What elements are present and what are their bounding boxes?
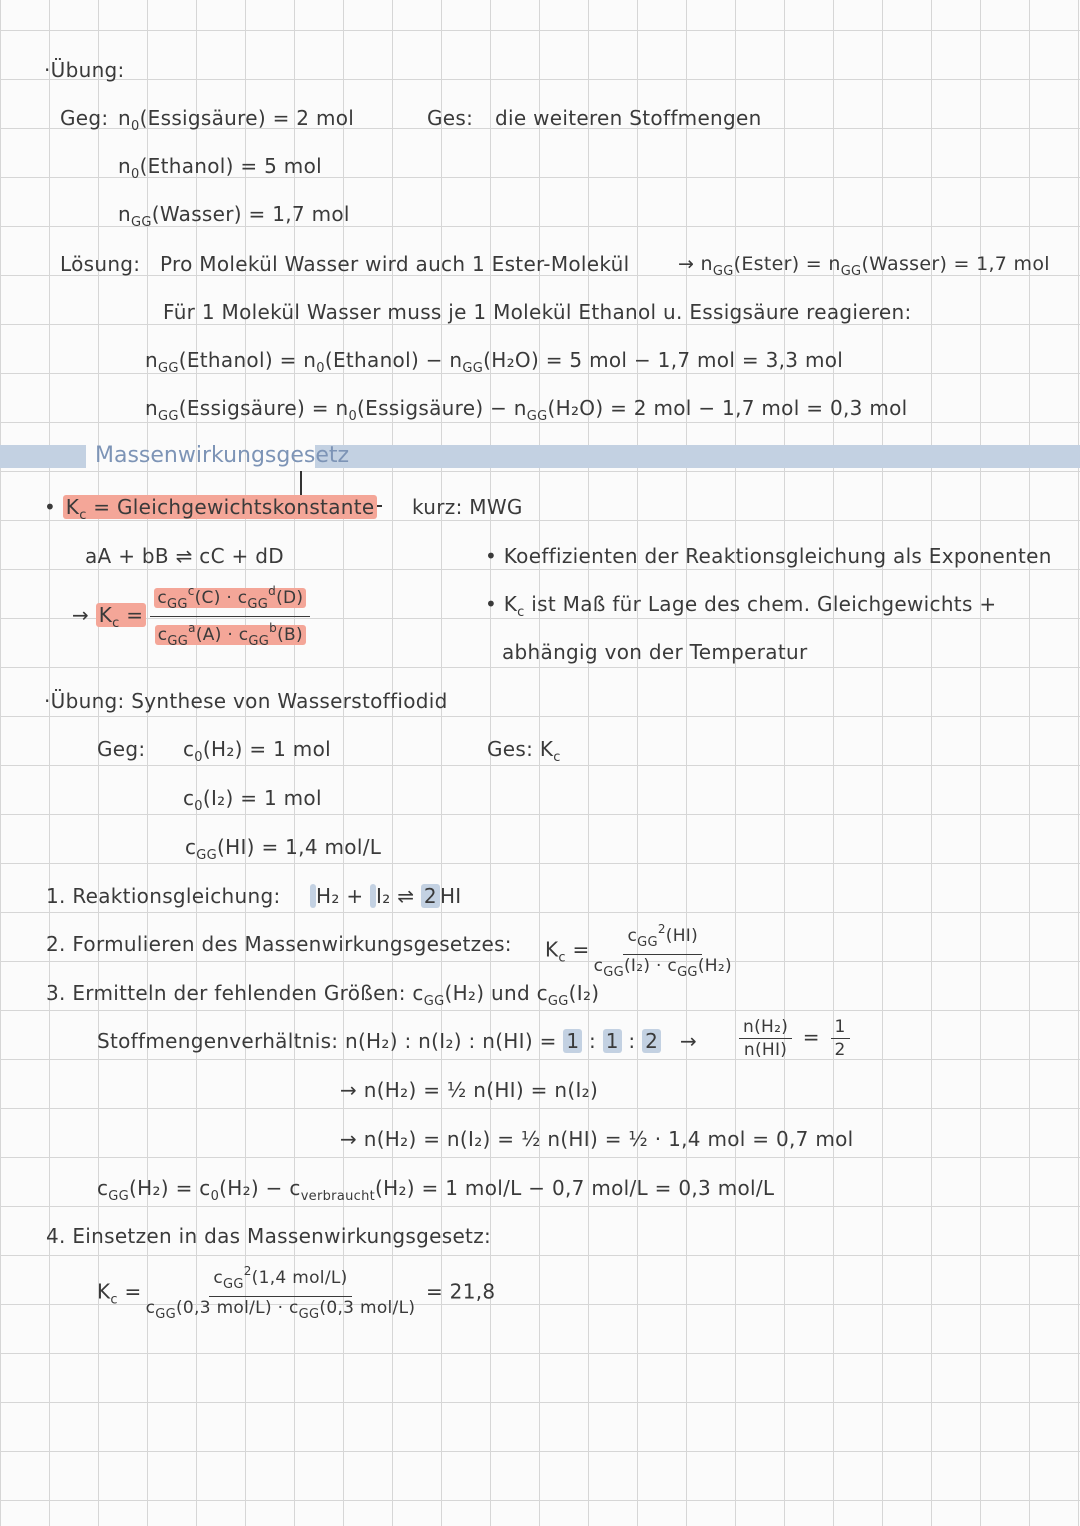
text-segment: (H₂O) = 2 mol − 1,7 mol = 0,3 mol — [547, 396, 908, 420]
subscript: 0 — [194, 799, 203, 814]
text-segment: → n(H₂) = n(I₂) = ½ n(HI) = ½ · 1,4 mol = 0,7 mol — [340, 1127, 854, 1151]
given-label — [60, 104, 108, 132]
text-segment: K — [97, 1279, 111, 1304]
text-segment: = — [119, 603, 144, 627]
text-segment: = — [796, 1025, 827, 1049]
highlight-blue — [421, 884, 440, 908]
text-segment: aA + bB ⇌ cC + dD — [85, 544, 284, 568]
abbreviation-mwg — [412, 493, 523, 521]
text-segment: → n — [678, 253, 713, 275]
text-segment: (H₂) — [697, 956, 732, 976]
subscript: GG — [637, 935, 658, 950]
note-temperature — [502, 638, 807, 666]
text-segment: (1,4 mol/L) — [251, 1268, 348, 1288]
subscript: 0 — [130, 119, 140, 134]
step-3 — [46, 979, 599, 1016]
text-segment: (I₂) · c — [624, 956, 678, 976]
kc-definition — [44, 493, 377, 530]
solution-text-2 — [163, 298, 912, 326]
given-label-2 — [97, 735, 145, 763]
subscript: GG — [247, 597, 269, 612]
arrow — [680, 1027, 697, 1055]
text-segment: kurz: MWG — [412, 495, 523, 519]
text-segment: = 21,8 — [419, 1279, 496, 1304]
subscript: c — [79, 508, 87, 523]
text-segment: = — [117, 1279, 142, 1304]
text-segment: (HI) — [665, 926, 699, 946]
denominator — [594, 955, 732, 984]
text-segment: (H₂) = 1 mol — [202, 737, 331, 761]
text-segment: (Wasser) = 1,7 mol — [151, 202, 350, 226]
superscript: c — [187, 584, 195, 598]
text-segment: (H₂O) = 5 mol − 1,7 mol = 3,3 mol — [483, 348, 844, 372]
text-segment: 1 — [834, 1017, 846, 1037]
numerator — [623, 918, 702, 955]
text-segment: (Essigsäure) = n — [178, 396, 349, 420]
note-kc-measure — [485, 590, 996, 627]
numerator — [209, 1260, 351, 1297]
subscript: GG — [423, 994, 445, 1009]
subscript: GG — [840, 264, 862, 279]
text-segment: 3. Ermitteln der fehlenden Größen: c — [46, 981, 424, 1005]
given-ethanol — [118, 152, 322, 189]
text-segment: (Ethanol) = 5 mol — [139, 154, 322, 178]
text-segment: c — [593, 956, 604, 976]
superscript: 2 — [657, 922, 666, 936]
subscript: GG — [166, 597, 188, 612]
kc-result — [97, 1260, 495, 1326]
highlight-blue — [603, 1029, 622, 1053]
highlight-red — [96, 603, 147, 631]
text-segment: n — [118, 154, 131, 178]
solution-label — [60, 250, 140, 278]
text-segment: c — [213, 1268, 223, 1288]
text-segment: (Wasser) = 1,7 mol — [861, 253, 1050, 275]
step-4 — [46, 1222, 491, 1250]
text-segment: (Essigsäure) = 2 mol — [139, 106, 355, 130]
text-segment: n — [145, 348, 158, 372]
highlight-red — [155, 621, 306, 649]
text-segment: H₂ + — [316, 884, 371, 908]
highlight-red — [154, 584, 306, 612]
text-segment: → n(H₂) = ½ n(HI) = n(I₂) — [340, 1078, 599, 1102]
text-segment: c — [145, 1298, 156, 1318]
subscript: GG — [222, 1277, 244, 1292]
subscript: 0 — [210, 1189, 220, 1204]
text-segment: c — [157, 625, 168, 645]
text-segment: K — [65, 495, 80, 519]
fraction — [739, 1016, 792, 1061]
fraction — [150, 580, 310, 653]
text-segment: (I₂) — [568, 981, 600, 1005]
subscript: GG — [167, 634, 189, 649]
text-segment: n — [118, 106, 131, 130]
denominator — [835, 1039, 846, 1061]
text-segment: → — [680, 1029, 698, 1053]
superscript: b — [269, 621, 278, 635]
highlight-blue — [563, 1029, 582, 1053]
given-hi — [185, 833, 381, 870]
text-segment: 2. Formulieren des Massenwirkungsgesetzes: — [46, 932, 512, 956]
text-segment: Ges: K — [487, 737, 554, 761]
subscript: GG — [712, 264, 734, 279]
text-segment: I₂ ⇌ — [376, 884, 421, 908]
text-segment: c — [183, 786, 195, 810]
text-segment: (Ethanol) − n — [324, 348, 463, 372]
text-segment: Pro Molekül Wasser wird auch 1 Ester-Molekül — [160, 252, 630, 276]
text-segment: K — [545, 937, 559, 962]
numerator — [739, 1016, 792, 1039]
text-segment: ist Maß für Lage des chem. Gleichgewichts + — [524, 592, 997, 616]
subscript: GG — [603, 965, 624, 980]
text-segment: • — [44, 495, 63, 519]
superscript: d — [268, 584, 277, 598]
text-segment: (A) · c — [195, 625, 249, 645]
subscript: GG — [196, 848, 218, 863]
subscript: GG — [298, 1307, 320, 1322]
text-segment: → — [72, 603, 96, 627]
text-segment: (H₂) und c — [444, 981, 548, 1005]
text-segment: die weiteren Stoffmengen — [495, 106, 762, 130]
given-i2 — [183, 784, 322, 821]
subscript: 0 — [130, 167, 140, 182]
subscript: c — [112, 616, 120, 631]
exercise-label — [44, 56, 125, 84]
text-segment: 1 — [566, 1029, 580, 1053]
denominator — [155, 617, 306, 653]
subscript: GG — [248, 634, 270, 649]
text-segment: Stoffmengenverhältnis: n(H₂) : n(I₂) : n(HI) = — [97, 1029, 564, 1053]
text-segment: Für 1 Molekül Wasser muss je 1 Molekül Ethanol u. Essigsäure reagieren: — [163, 300, 912, 324]
subscript: c — [110, 1292, 118, 1308]
subscript: GG — [462, 361, 484, 376]
subscript: verbraucht — [300, 1189, 376, 1204]
highlight-blue — [642, 1029, 661, 1053]
ester-result — [678, 250, 1050, 286]
text-segment: 1. Reaktionsgleichung: — [46, 884, 281, 908]
text-segment: = Gleichgewichtskonstante — [86, 495, 375, 519]
text-segment: Ges: — [427, 106, 474, 130]
subscript: 0 — [194, 750, 203, 765]
reaction-equation — [310, 882, 462, 910]
subscript: GG — [155, 1307, 176, 1322]
text-segment: n(HI) — [743, 1040, 788, 1060]
superscript: a — [188, 621, 196, 635]
section-band-left — [0, 445, 86, 468]
subscript: GG — [157, 361, 179, 376]
note-coefficients — [485, 542, 1052, 570]
text-segment: (H₂) − c — [219, 1176, 301, 1200]
fraction — [831, 1016, 850, 1061]
text-segment: (Ester) = n — [733, 253, 841, 275]
text-segment: c — [185, 835, 197, 859]
acetic-acid-calc — [145, 394, 908, 431]
subscript: 0 — [316, 361, 325, 376]
text-segment: (0,3 mol/L) — [319, 1298, 416, 1318]
text-segment: HI — [439, 884, 462, 908]
subscript: GG — [130, 215, 152, 230]
text-segment: ·Übung: Synthese von Wasserstoffiodid — [44, 689, 448, 713]
text-segment: (Essigsäure) − n — [357, 396, 527, 420]
text-segment: 2 — [645, 1029, 659, 1053]
kc-formula — [72, 580, 314, 653]
general-reaction — [85, 542, 284, 570]
text-segment: ·Übung: — [44, 58, 125, 82]
subscript: c — [553, 750, 561, 765]
text-segment: 2 — [834, 1040, 846, 1060]
highlight-red — [63, 495, 378, 523]
fraction — [146, 1260, 416, 1326]
text-segment: 2 — [423, 884, 437, 908]
text-segment: c — [627, 926, 638, 946]
given-h2 — [183, 735, 331, 772]
text-segment: 1 — [605, 1029, 619, 1053]
mwg-formula — [545, 918, 736, 984]
subscript: GG — [526, 409, 548, 424]
ratio-fraction — [735, 1016, 854, 1061]
subscript: GG — [547, 994, 569, 1009]
step-1 — [46, 882, 280, 910]
numerator — [831, 1016, 850, 1039]
text-segment: K — [98, 603, 113, 627]
text-segment: c — [183, 737, 195, 761]
text-segment: : — [621, 1029, 643, 1053]
ratio-derivation — [340, 1076, 598, 1104]
superscript: 2 — [243, 1264, 252, 1278]
step-2 — [46, 930, 512, 958]
text-segment: (0,3 mol/L) · c — [176, 1298, 299, 1318]
text-segment: n — [145, 396, 158, 420]
text-segment: abhängig von der Temperatur — [502, 640, 808, 664]
subscript: 0 — [348, 409, 358, 424]
section-heading: Massenwirkungsgesetz — [95, 443, 350, 468]
text-segment: 4. Einsetzen in das Massenwirkungsgesetz: — [46, 1224, 492, 1248]
exercise-2-label — [44, 687, 448, 715]
numerator — [150, 580, 310, 617]
text-segment: (D) — [276, 588, 304, 608]
fraction — [594, 918, 732, 984]
text-segment: (H₂) = 1 mol/L − 0,7 mol/L = 0,3 mol/L — [375, 1176, 775, 1200]
text-segment: (Ethanol) = n — [178, 348, 317, 372]
section-band-right — [315, 445, 1080, 468]
subscript: GG — [677, 965, 698, 980]
solution-text — [160, 250, 629, 278]
given-acetic-acid — [118, 104, 354, 141]
amount-calc — [340, 1125, 854, 1153]
subscript: c — [558, 950, 566, 966]
text-segment: Geg: — [97, 737, 146, 761]
concentration-calc — [97, 1174, 774, 1211]
text-segment: c — [157, 588, 167, 608]
sought-text — [495, 104, 762, 132]
text-segment: (H₂) = c — [129, 1176, 211, 1200]
sought-kc — [487, 735, 561, 772]
subscript: c — [517, 605, 525, 620]
text-segment: (I₂) = 1 mol — [202, 786, 322, 810]
text-segment: Lösung: — [60, 252, 141, 276]
text-segment: = — [565, 937, 590, 962]
text-segment: n(H₂) — [743, 1017, 789, 1037]
text-segment: • K — [485, 592, 518, 616]
text-segment: : — [582, 1029, 603, 1053]
text-segment: (HI) = 1,4 mol/L — [217, 835, 382, 859]
sought-label — [427, 104, 473, 132]
denominator — [744, 1039, 787, 1061]
text-segment: n — [118, 202, 131, 226]
text-segment: (B) — [277, 625, 303, 645]
text-segment: • Koeffizienten der Reaktionsgleichung als Exponenten — [485, 544, 1052, 568]
mole-ratio — [97, 1027, 661, 1055]
text-segment: Geg: — [60, 106, 109, 130]
subscript: GG — [108, 1189, 130, 1204]
given-water — [118, 200, 350, 237]
denominator — [146, 1297, 416, 1326]
text-segment: (C) · c — [194, 588, 248, 608]
subscript: GG — [157, 409, 179, 424]
ethanol-calc — [145, 346, 843, 383]
text-segment: c — [97, 1176, 109, 1200]
